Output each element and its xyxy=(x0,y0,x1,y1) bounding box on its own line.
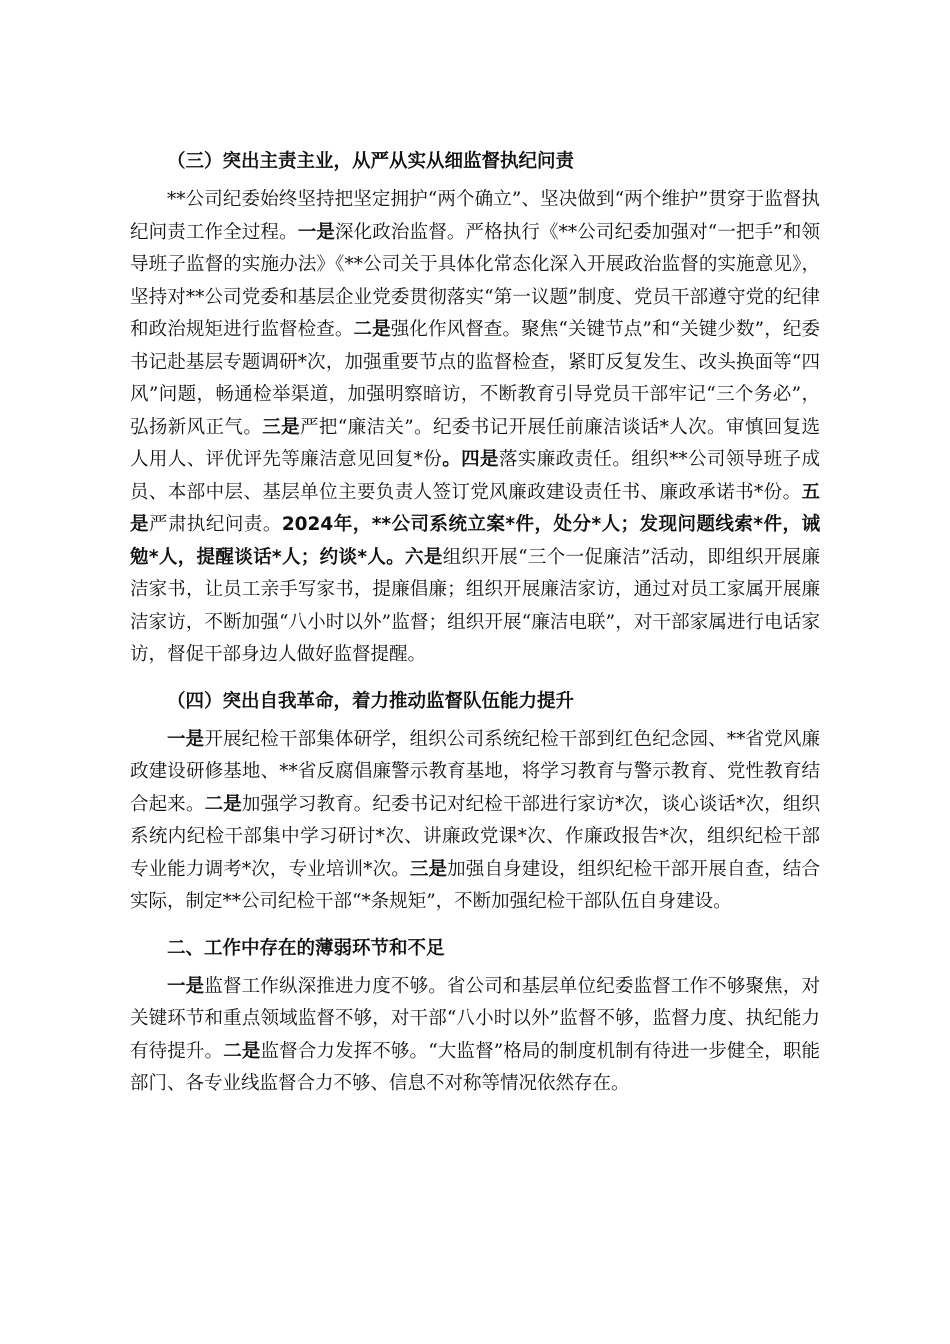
section-paragraph-3 xyxy=(130,184,820,672)
text-run: 加强学习教育。纪委书记对纪检干部进行家访*次，谈心谈话*次，组织系统内纪检干部集中学习研讨*次、讲廉政党课*次、作廉政报告*次，组织纪检干部专业能力调考*次，专业培训*次。 xyxy=(130,793,820,880)
text-run-bold: 一是 xyxy=(167,975,205,997)
section-paragraph-weaknesses xyxy=(130,971,820,1101)
text-run-bold: 二是 xyxy=(223,1040,261,1062)
text-run: 组织开展“三个一促廉洁”活动，即组织开展廉洁家书，让员工亲手写家书，提廉倡廉；组织开展廉洁家访，通过对员工家属开展廉洁家访，不断加强“八小时以外”监督；组织开展“廉洁电联”，对干部家属进行电话家访，督促干部身边人做好监督提醒。 xyxy=(130,546,821,665)
text-run: 开展纪检干部集体研学，组织公司系统纪检干部到红色纪念园、**省党风廉政建设研修基地、**省反腐倡廉警示教育基地，将学习教育与警示教育、党性教育结合起来。 xyxy=(130,728,820,815)
text-run-bold: 二是 xyxy=(204,793,242,815)
text-run: **公司纪委始终坚持把坚定拥护“两个确立”、坚决做到“两个维护”贯穿于监督执纪问责工作全过程。 xyxy=(130,189,820,243)
section-heading-3: （三）突出主责主业，从严从实从细监督执纪问责 xyxy=(167,151,575,172)
text-run: 监督合力发挥不够。“大监督”格局的制度机制有待进一步健全，职能部门、各专业线监督合力不够、信息不对称等情况依然存在。 xyxy=(130,1040,820,1094)
section-paragraph-4 xyxy=(130,724,820,919)
text-run: 严肃执纪问责。 xyxy=(148,514,282,535)
document-page xyxy=(130,140,820,1109)
text-run-bold: 三是 xyxy=(409,858,448,880)
text-run-bold: 二是 xyxy=(353,319,391,340)
text-run: 监督工作纵深推进力度不够。省公司和基层单位纪委监督工作不够聚焦，对关键环节和重点领域监督不够，对干部“八小时以外”监督不够，监督力度、执纪能力有待提升。 xyxy=(130,975,820,1062)
text-run-bold: 2024年，**公司系统立案*件，处分*人；发现问题线索*件，诫勉*人，提醒谈话*人；约谈*人。六是 xyxy=(130,514,820,568)
text-run-bold: 三是 xyxy=(262,416,300,438)
section-heading-weaknesses: 二、工作中存在的薄弱环节和不足 xyxy=(167,937,445,959)
text-run: 落实廉政责任。组织**公司领导班子成员、本部中层、基层单位主要负责人签订党风廉政建设责任书、廉政承诺书*份。 xyxy=(130,449,820,503)
text-run: 加强自身建设，组织纪检干部开展自查，结合实际，制定**公司纪检干部“*条规矩”，不断加强纪检干部队伍自身建设。 xyxy=(130,858,820,912)
section-heading-4: （四）突出自我革命，着力推动监督队伍能力提升 xyxy=(167,690,575,712)
text-run-bold: 。四是 xyxy=(442,449,499,470)
text-run: 强化作风督查。聚焦“关键节点”和“关键少数”，纪委书记赴基层专题调研*次，加强重要节点的监督检查，紧盯反复发生、改头换面等“四风”问题，畅通检举渠道，加强明察暗访，不断教育引导党员干部牢记“三个务必”，弘扬新风正气。 xyxy=(130,319,820,438)
text-run: 严把“廉洁关”。纪委书记开展任前廉洁谈话*人次。审慎回复选人用人、评优评先等廉洁意见回复*份 xyxy=(130,416,820,470)
text-run: 深化政治监督。严格执行《**公司纪委加强对“一把手”和领导班子监督的实施办法》《**公司关于具体化常态化深入开展政治监督的实施意见》，坚持对**公司党委和基层企业党委贯彻落实“第一议题”制度、党员干部遵守党的纪律和政治规矩进行监督检查。 xyxy=(130,221,820,340)
text-run-bold: 五是 xyxy=(130,481,820,535)
text-run-bold: 一是 xyxy=(297,221,336,243)
text-run-bold: 一是 xyxy=(167,728,205,750)
